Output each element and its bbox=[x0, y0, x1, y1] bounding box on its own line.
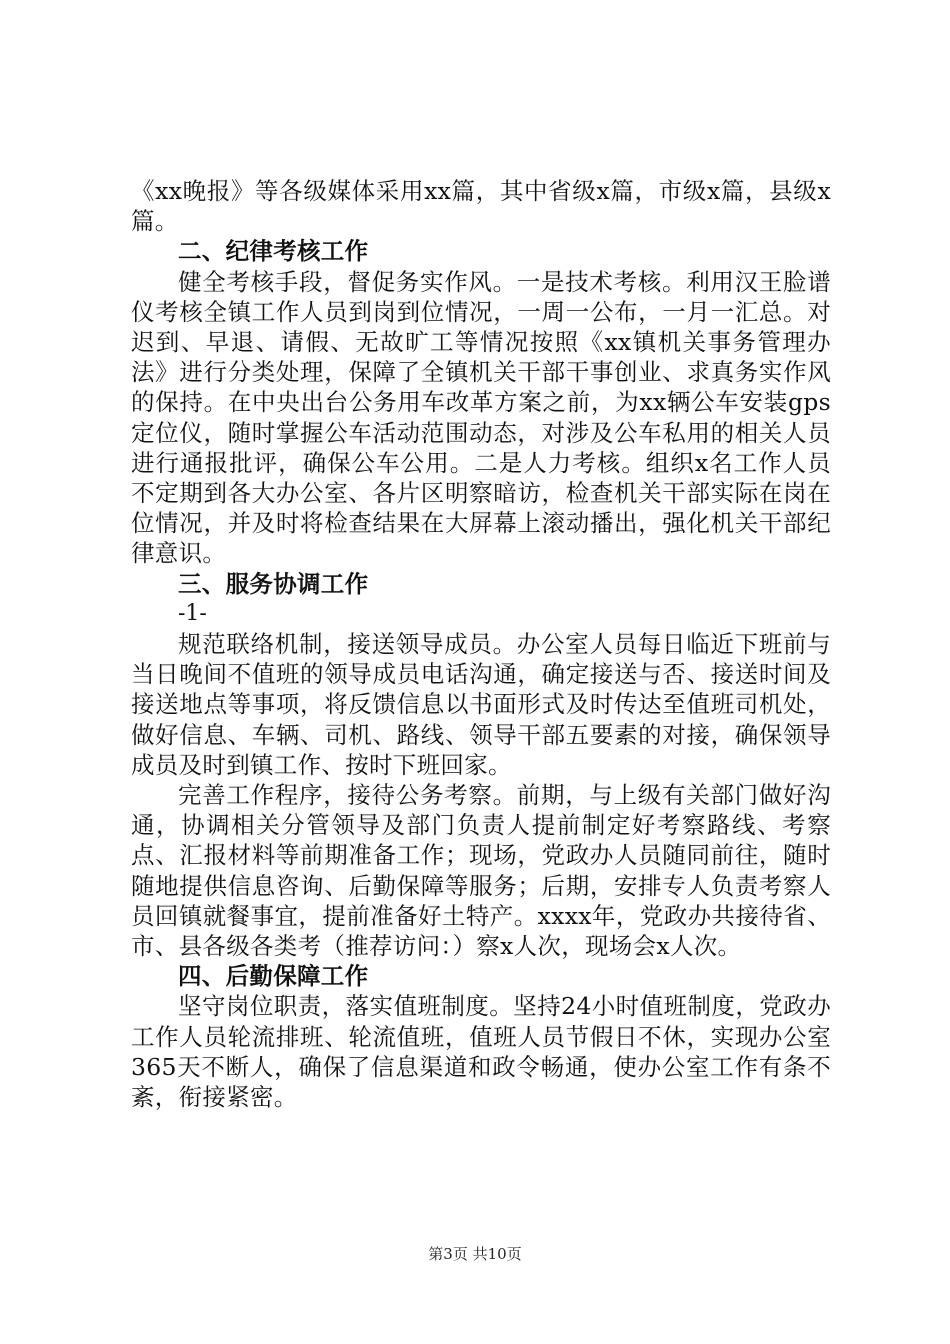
paragraph-reception-procedure: 完善工作程序，接待公务考察。前期，与上级有关部门做好沟通，协调相关分管领导及部门负责人提前制定好考察路线、考察点、汇报材料等前期准备工作；现场，党政办人员随同前往，随时随地提供信息咨询、后勤保障等服务；后期，安排专人负责考察人员回镇就餐事宜，提前准备好土特产。xxxx年，党政办共接待省、市、县各级各类考（推荐访问：）察x人次，现场会x人次。 bbox=[131, 781, 831, 961]
paragraph-discipline-assessment: 健全考核手段，督促务实作风。一是技术考核。利用汉王脸谱仪考核全镇工作人员到岗到位情况，一周一公布，一月一汇总。对迟到、早退、请假、无故旷工等情况按照《xx镇机关事务管理办法》进行分类处理，保障了全镇机关干部干事创业、求真务实作风的保持。在中央出台公务用车改革方案之前，为xx辆公车安装gps定位仪，随时掌握公车活动范围动态，对涉及公车私用的相关人员进行通报批评，确保公车公用。二是人力考核。组织x名工作人员不定期到各大办公室、各片区明察暗访，检查机关干部实际在岗在位情况，并及时将检查结果在大屏幕上滚动播出，强化机关干部纪律意识。 bbox=[131, 267, 831, 568]
page-footer: 第3页 共10页 bbox=[428, 1245, 522, 1263]
paragraph-duty-system: 坚守岗位职责，落实值班制度。坚持24小时值班制度，党政办工作人员轮流排班、轮流值班，值班人员节假日不休，实现办公室365天不断人，确保了信息渠道和政令畅通，使办公室工作有条不紊，衔接紧密。 bbox=[131, 992, 831, 1112]
paragraph-media-coverage: 《xx晚报》等各级媒体采用xx篇，其中省级x篇，市级x篇，县级x篇。 bbox=[131, 177, 831, 236]
section-heading-logistics: 四、后勤保障工作 bbox=[178, 962, 369, 991]
document-body bbox=[131, 176, 831, 1112]
section-heading-service: 三、服务协调工作 bbox=[178, 569, 369, 598]
section-heading-discipline: 二、纪律考核工作 bbox=[178, 237, 369, 266]
page-marker: -1- bbox=[178, 600, 207, 626]
paragraph-liaison-mechanism: 规范联络机制，接送领导成员。办公室人员每日临近下班前与当日晚间不值班的领导成员电话沟通，确定接送与否、接送时间及接送地点等事项，将反馈信息以书面形式及时传达至值班司机处，做好信息、车辆、司机、路线、领导干部五要素的对接，确保领导成员及时到镇工作、按时下班回家。 bbox=[131, 630, 831, 779]
